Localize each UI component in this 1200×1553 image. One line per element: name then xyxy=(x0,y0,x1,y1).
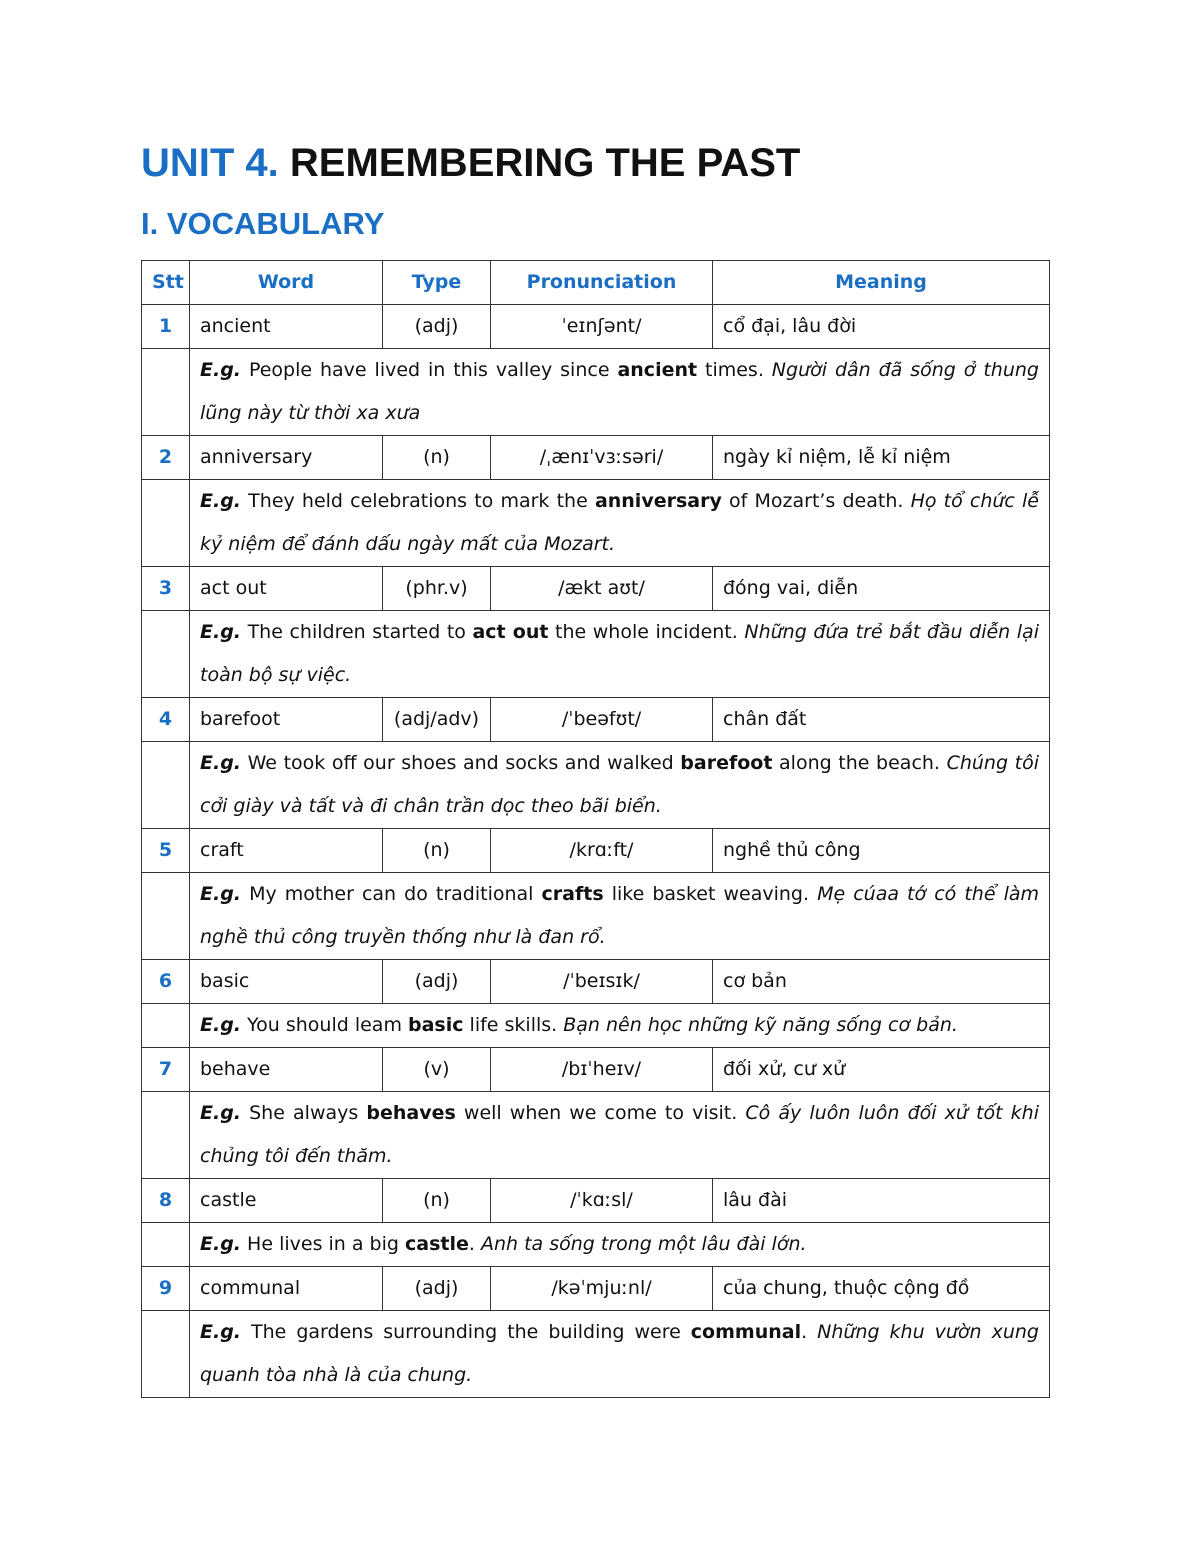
word-cell: ancient xyxy=(190,305,383,349)
example-label: E.g. xyxy=(200,359,242,381)
table-header-row xyxy=(142,261,1050,305)
row-number: 7 xyxy=(142,1048,190,1092)
example-label: E.g. xyxy=(200,1102,242,1124)
example-cell xyxy=(190,1092,1050,1179)
empty-cell xyxy=(142,873,190,960)
section-heading: I. VOCABULARY xyxy=(141,206,385,241)
empty-cell xyxy=(142,742,190,829)
example-row xyxy=(142,611,1050,698)
type-cell: (n) xyxy=(383,829,491,873)
meaning-cell: đối xử, cư xử xyxy=(713,1048,1050,1092)
empty-cell xyxy=(142,480,190,567)
example-cell xyxy=(190,1004,1050,1048)
example-text: My mother can do traditional xyxy=(241,883,542,905)
example-text: . xyxy=(801,1321,818,1343)
example-text: life skills. xyxy=(463,1014,564,1036)
example-text: the whole incident. xyxy=(548,621,745,643)
row-number: 8 xyxy=(142,1179,190,1223)
example-cell xyxy=(190,349,1050,436)
example-translation: Người dân đã sống ở thung lũng này từ thời xa xưa xyxy=(200,359,1039,424)
pronunciation-cell: /bɪˈheɪv/ xyxy=(491,1048,713,1092)
table-row xyxy=(142,1048,1050,1092)
pronunciation-cell: /ˈbeɪsɪk/ xyxy=(491,960,713,1004)
meaning-cell: cổ đại, lâu đời xyxy=(713,305,1050,349)
example-row xyxy=(142,349,1050,436)
table-row xyxy=(142,567,1050,611)
pronunciation-cell: /ˈkɑːsl/ xyxy=(491,1179,713,1223)
table-row xyxy=(142,436,1050,480)
example-text: People have lived in this valley since xyxy=(241,359,618,381)
empty-cell xyxy=(142,611,190,698)
example-text: well when we come to visit. xyxy=(455,1102,746,1124)
meaning-cell: đóng vai, diễn xyxy=(713,567,1050,611)
row-number: 1 xyxy=(142,305,190,349)
example-text: like basket weaving. xyxy=(603,883,818,905)
type-cell: (n) xyxy=(383,1179,491,1223)
vocabulary-table xyxy=(141,260,1050,1398)
type-cell: (adj) xyxy=(383,1267,491,1311)
table-row xyxy=(142,1179,1050,1223)
page-title xyxy=(141,140,800,186)
table-row xyxy=(142,960,1050,1004)
row-number: 4 xyxy=(142,698,190,742)
word-cell: craft xyxy=(190,829,383,873)
header-pronunciation: Pronunciation xyxy=(491,261,713,305)
example-translation: Anh ta sống trong một lâu đài lớn. xyxy=(480,1233,807,1255)
example-text: of Mozart’s death. xyxy=(721,490,911,512)
example-keyword: barefoot xyxy=(680,752,773,774)
word-cell: behave xyxy=(190,1048,383,1092)
table-row xyxy=(142,305,1050,349)
example-translation: Mẹ cúaa tớ có thể làm nghề thủ công truyền thống như là đan rổ. xyxy=(200,883,1039,948)
example-cell xyxy=(190,873,1050,960)
example-text: The gardens surrounding the building were xyxy=(241,1321,691,1343)
row-number: 5 xyxy=(142,829,190,873)
pronunciation-cell: /ˌænɪˈvɜːsəri/ xyxy=(491,436,713,480)
header-stt: Stt xyxy=(142,261,190,305)
word-cell: barefoot xyxy=(190,698,383,742)
table-row xyxy=(142,829,1050,873)
type-cell: (phr.v) xyxy=(383,567,491,611)
word-cell: basic xyxy=(190,960,383,1004)
word-cell: castle xyxy=(190,1179,383,1223)
example-text: along the beach. xyxy=(772,752,947,774)
table-row xyxy=(142,698,1050,742)
example-translation: Cô ấy luôn luôn đối xử tốt khi chủng tôi đến thăm. xyxy=(200,1102,1039,1167)
vocabulary-table-body xyxy=(142,305,1050,1398)
row-number: 9 xyxy=(142,1267,190,1311)
example-text: They held celebrations to mark the xyxy=(241,490,595,512)
example-keyword: ancient xyxy=(617,359,698,381)
example-cell xyxy=(190,611,1050,698)
type-cell: (n) xyxy=(383,436,491,480)
header-type: Type xyxy=(383,261,491,305)
pronunciation-cell: /ˈbeəfʊt/ xyxy=(491,698,713,742)
meaning-cell: ngày kỉ niệm, lễ kỉ niệm xyxy=(713,436,1050,480)
meaning-cell: của chung, thuộc cộng đồ xyxy=(713,1267,1050,1311)
example-row xyxy=(142,1092,1050,1179)
type-cell: (adj) xyxy=(383,960,491,1004)
example-label: E.g. xyxy=(200,1233,242,1255)
example-text: We took off our shoes and socks and walked xyxy=(241,752,681,774)
example-row xyxy=(142,873,1050,960)
example-keyword: anniversary xyxy=(594,490,722,512)
meaning-cell: cơ bản xyxy=(713,960,1050,1004)
example-cell xyxy=(190,1311,1050,1398)
header-meaning: Meaning xyxy=(713,261,1050,305)
example-keyword: communal xyxy=(690,1321,802,1343)
example-label: E.g. xyxy=(200,490,242,512)
example-keyword: act out xyxy=(472,621,549,643)
example-translation: Chúng tôi cởi giày và tất và đi chân trần dọc theo bãi biển. xyxy=(200,752,1039,817)
empty-cell xyxy=(142,349,190,436)
empty-cell xyxy=(142,1311,190,1398)
type-cell: (adj/adv) xyxy=(383,698,491,742)
example-text: times. xyxy=(697,359,772,381)
pronunciation-cell: /krɑːft/ xyxy=(491,829,713,873)
example-translation: Bạn nên học những kỹ năng sống cơ bản. xyxy=(563,1014,958,1036)
example-label: E.g. xyxy=(200,1321,242,1343)
header-word: Word xyxy=(190,261,383,305)
example-row xyxy=(142,1004,1050,1048)
example-row xyxy=(142,742,1050,829)
example-keyword: castle xyxy=(404,1233,469,1255)
meaning-cell: lâu đài xyxy=(713,1179,1050,1223)
word-cell: communal xyxy=(190,1267,383,1311)
row-number: 2 xyxy=(142,436,190,480)
word-cell: act out xyxy=(190,567,383,611)
example-label: E.g. xyxy=(200,621,242,643)
table-row xyxy=(142,1267,1050,1311)
example-cell xyxy=(190,742,1050,829)
example-row xyxy=(142,480,1050,567)
empty-cell xyxy=(142,1092,190,1179)
unit-title: REMEMBERING THE PAST xyxy=(289,141,801,185)
example-label: E.g. xyxy=(200,1014,242,1036)
example-row xyxy=(142,1223,1050,1267)
example-translation: Những đứa trẻ bắt đầu diễn lại toàn bộ sự việc. xyxy=(200,621,1039,686)
pronunciation-cell: ˈeɪnʃənt/ xyxy=(491,305,713,349)
example-row xyxy=(142,1311,1050,1398)
type-cell: (v) xyxy=(383,1048,491,1092)
example-label: E.g. xyxy=(200,883,242,905)
example-text: He lives in a big xyxy=(241,1233,405,1255)
meaning-cell: chân đất xyxy=(713,698,1050,742)
row-number: 6 xyxy=(142,960,190,1004)
pronunciation-cell: /kəˈmjuːnl/ xyxy=(491,1267,713,1311)
example-text: The children started to xyxy=(241,621,473,643)
meaning-cell: nghề thủ công xyxy=(713,829,1050,873)
example-text: . xyxy=(468,1233,481,1255)
example-keyword: behaves xyxy=(366,1102,456,1124)
type-cell: (adj) xyxy=(383,305,491,349)
example-keyword: basic xyxy=(408,1014,464,1036)
empty-cell xyxy=(142,1004,190,1048)
example-keyword: crafts xyxy=(541,883,604,905)
example-label: E.g. xyxy=(200,752,242,774)
example-translation: Họ tổ chức lễ kỷ niệm để đánh dấu ngày mất của Mozart. xyxy=(200,490,1039,555)
unit-number: UNIT 4. xyxy=(141,141,279,185)
example-text: You should leam xyxy=(241,1014,408,1036)
example-cell xyxy=(190,480,1050,567)
word-cell: anniversary xyxy=(190,436,383,480)
row-number: 3 xyxy=(142,567,190,611)
example-cell xyxy=(190,1223,1050,1267)
empty-cell xyxy=(142,1223,190,1267)
example-text: She always xyxy=(241,1102,367,1124)
example-translation: Những khu vườn xung quanh tòa nhà là của chung. xyxy=(200,1321,1039,1386)
pronunciation-cell: /ækt aʊt/ xyxy=(491,567,713,611)
